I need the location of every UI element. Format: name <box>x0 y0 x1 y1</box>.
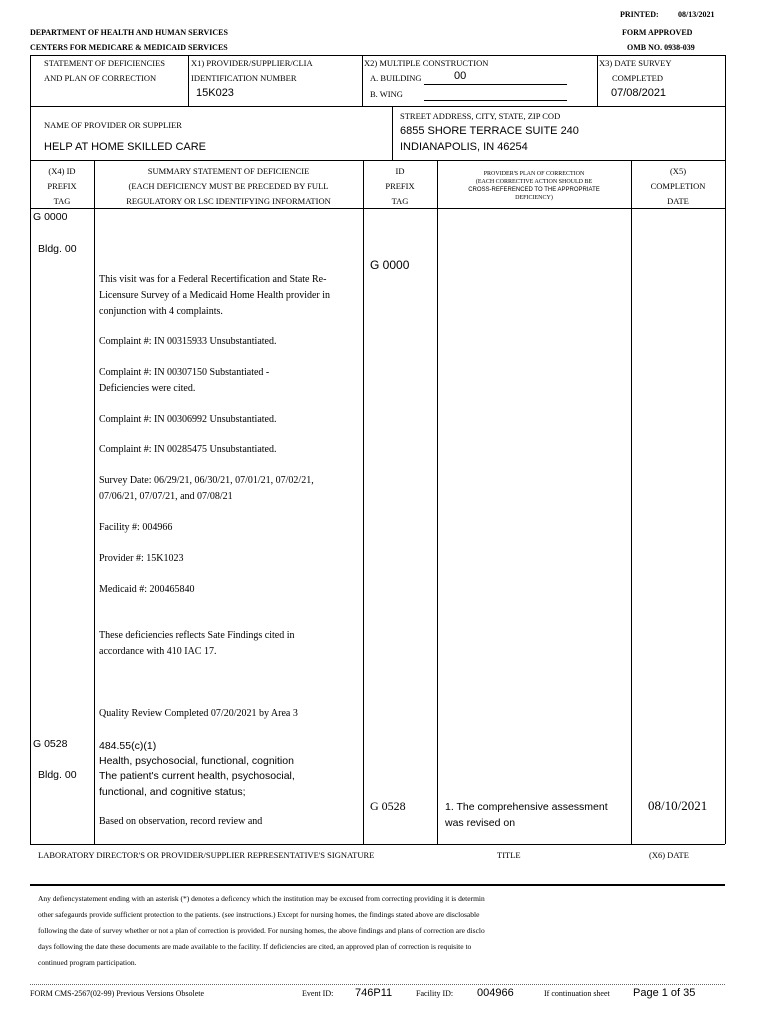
id-header-line2: PREFIX <box>385 181 415 191</box>
event-id-value: 746P11 <box>355 987 393 999</box>
entry2-based-on: Based on observation, record review and <box>99 816 263 827</box>
entry1-complaint3: Complaint #: IN 00306992 Unsubstantiated. <box>99 414 277 425</box>
department-title: DEPARTMENT OF HEALTH AND HUMAN SERVICES <box>30 28 228 37</box>
address-label: STREET ADDRESS, CITY, STATE, ZIP COD <box>400 111 561 121</box>
x4-header-line1: (X4) ID <box>48 166 76 176</box>
signature-label: LABORATORY DIRECTOR'S OR PROVIDER/SUPPLIER REPRESENTATIVE'S SIGNATURE <box>38 850 375 860</box>
disclaimer-line4: days following the date these documents are made available to the facility. If deficiencies are cited, an approved plan of correction is requisite to <box>38 942 472 951</box>
plan-header-line1: PROVIDER'S PLAN OF CORRECTION <box>483 171 585 177</box>
entry1-survey-dates: Survey Date: 06/29/21, 06/30/21, 07/01/21, 07/02/21, 07/06/21, 07/07/21, and 07/08/21 <box>99 475 314 502</box>
id-header-line1: ID <box>395 166 405 176</box>
entry1-quality: Quality Review Completed 07/20/2021 by Area 3 <box>99 708 298 719</box>
omb-number: OMB NO. 0938-039 <box>627 43 695 52</box>
x4-header-line2: PREFIX <box>47 181 77 191</box>
entry2-id-tag: G 0528 <box>370 799 406 813</box>
plan-header-line4: DEFICIENCY) <box>515 195 553 201</box>
entry2-regulation: 484.55(c)(1) <box>99 740 157 752</box>
building-value: 00 <box>454 70 467 82</box>
wing-label: B. WING <box>370 89 403 99</box>
x5-header-line1: (X5) <box>669 166 687 176</box>
disclaimer-line5: continued program participation. <box>38 958 137 967</box>
entry2-title: Health, psychosocial, functional, cognition <box>99 755 294 767</box>
printed-date: 08/13/2021 <box>678 10 715 19</box>
address-line1: 6855 SHORE TERRACE SUITE 240 <box>400 125 579 137</box>
disclaimer-line1: Any defiencystatement ending with an asterisk (*) denotes a deficency which the institution may be excused from correcting providing it is determin <box>38 894 485 903</box>
facility-id-label: Facility ID: <box>416 989 454 998</box>
date-survey-value: 07/08/2021 <box>611 87 667 99</box>
entry2-description: The patient's current health, psychosocial, functional, and cognitive status; <box>99 770 295 798</box>
date-survey-label-line1: X3) DATE SURVEY <box>599 58 672 68</box>
statement-label-line1: STATEMENT OF DEFICIENCIES <box>44 58 166 68</box>
provider-name-label: NAME OF PROVIDER OR SUPPLIER <box>44 120 182 130</box>
entry1-findings: These deficiencies reflects Sate Findings cited in accordance with 410 IAC 17. <box>99 630 295 657</box>
form-number: FORM CMS-2567(02-99) Previous Versions Obsolete <box>30 989 205 998</box>
provider-id-label-line2: IDENTIFICATION NUMBER <box>191 73 297 83</box>
plan-header-line2: (EACH CORRECTIVE ACTION SHOULD BE <box>475 179 593 185</box>
x5-header-line2: COMPLETION <box>650 181 706 191</box>
centers-title: CENTERS FOR MEDICARE & MEDICAID SERVICES <box>30 43 228 52</box>
summary-header-line2: (EACH DEFICIENCY MUST BE PRECEDED BY FULL <box>128 181 329 191</box>
entry1-tag: G 0000 <box>33 211 68 223</box>
entry2-tag: G 0528 <box>33 738 68 750</box>
facility-id-value: 004966 <box>477 987 514 999</box>
provider-name-value: HELP AT HOME SKILLED CARE <box>44 141 207 153</box>
continuation-label: If continuation sheet <box>544 989 610 998</box>
multiple-construction-label: X2) MULTIPLE CONSTRUCTION <box>364 58 489 68</box>
entry1-provider: Provider #: 15K1023 <box>99 553 184 564</box>
provider-id-label-line1: X1) PROVIDER/SUPPLIER/CLIA <box>191 58 313 68</box>
entry2-plan: 1. The comprehensive assessment was revised on <box>445 801 608 829</box>
x5-header-line3: DATE <box>667 196 689 206</box>
entry1-complaint1: Complaint #: IN 00315933 Unsubstantiated. <box>99 336 277 347</box>
entry1-complaint4: Complaint #: IN 00285475 Unsubstantiated. <box>99 444 277 455</box>
statement-label-line2: AND PLAN OF CORRECTION <box>44 73 157 83</box>
entry1-intro: This visit was for a Federal Recertification and State Re-Licensure Survey of a Medicaid Home Health provider in conjunction with 4 complaints. <box>99 274 331 317</box>
entry2-completion-date: 08/10/2021 <box>648 798 708 813</box>
address-line2: INDIANAPOLIS, IN 46254 <box>400 141 528 153</box>
id-header-line3: TAG <box>391 196 409 206</box>
entry1-id-tag: G 0000 <box>370 258 410 272</box>
entry1-facility: Facility #: 004966 <box>99 522 173 533</box>
x4-header-line3: TAG <box>53 196 71 206</box>
disclaimer-line2: other safegaurds provide sufficient protection to the patients. (see instructions.) Except for nursing homes, the findings stated above are disclosable <box>38 910 480 919</box>
event-id-label: Event ID: <box>302 989 334 998</box>
date-survey-label-line2: COMPLETED <box>612 73 663 83</box>
page-number: Page 1 of 35 <box>633 987 696 999</box>
title-label: TITLE <box>497 850 521 860</box>
summary-header-line3: REGULATORY OR LSC IDENTIFYING INFORMATION <box>126 196 331 206</box>
printed-label: PRINTED: <box>620 10 659 19</box>
form-approved: FORM APPROVED <box>622 28 693 37</box>
plan-header-line3: CROSS-REFERENCED TO THE APPROPRIATE <box>468 187 600 193</box>
disclaimer-line3: following the date of survey whether or not a plan of correction is provided. For nursing homes, the above findings and plans of correction are disclo <box>38 926 485 935</box>
entry1-bldg: Bldg. 00 <box>38 243 77 255</box>
building-label: A. BUILDING <box>370 73 422 83</box>
x6-date-label: (X6) DATE <box>649 850 689 860</box>
entry1-medicaid: Medicaid #: 200465840 <box>99 584 195 595</box>
provider-id-value: 15K023 <box>196 87 234 99</box>
entry1-complaint2: Complaint #: IN 00307150 Substantiated - Deficiencies were cited. <box>99 367 270 394</box>
entry2-bldg: Bldg. 00 <box>38 769 77 781</box>
summary-header-line1: SUMMARY STATEMENT OF DEFICIENCIE <box>147 166 310 176</box>
